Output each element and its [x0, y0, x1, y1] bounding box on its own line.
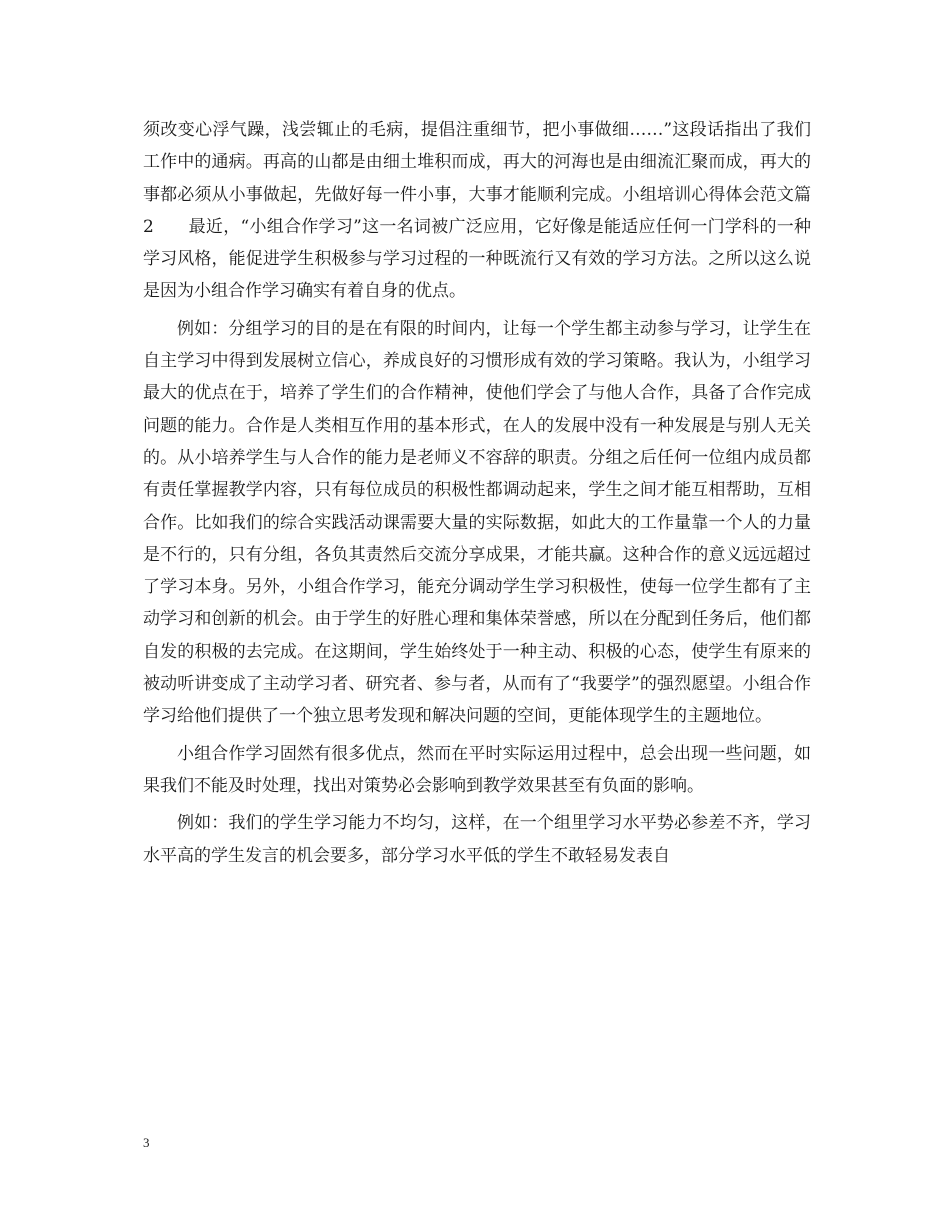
body-text: [143, 114, 811, 872]
page-number: 3: [143, 1135, 150, 1150]
paragraph-example-problems: 例如：我们的学生学习能力不均匀，这样，在一个组里学习水平势必参差不齐，学习水平高的学生发言的机会要多，部分学习水平低的学生不敢轻易发表自: [143, 813, 811, 866]
paragraph-problems: 小组合作学习固然有很多优点，然而在平时实际运用过程中，总会出现一些问题，如果我们不能及时处理，找出对策势必会影响到教学效果甚至有负面的影响。: [143, 743, 811, 796]
paragraph-example-benefits: 例如：分组学习的目的是在有限的时间内，让每一个学生都主动参与学习，让学生在自主学习中得到发展树立信心，养成良好的习惯形成有效的学习策略。我认为，小组学习最大的优点在于，培养了学生们的合作精神，使他们学会了与他人合作，具备了合作完成问题的能力。合作是人类相互作用的基本形式，在人的发展中没有一种发展是与别人无关的。从小培养学生与人合作的能力是老师义不容辞的职责。分组之后任何一位组内成员都有责任掌握教学内容，只有每位成员的积极性都调动起来，学生之间才能互相帮助，互相合作。比如我们的综合实践活动课需要大量的实际数据，如此大的工作量靠一个人的力量是不行的，只有分组，各负其责然后交流分享成果，才能共赢。这种合作的意义远远超过了学习本身。另外，小组合作学习，能充分调动学生学习积极性，使每一位学生都有了主动学习和创新的机会。由于学生的好胜心理和集体荣誉感，所以在分配到任务后，他们都自发的积极的去完成。在这期间，学生始终处于一种主动、积极的心态，使学生有原来的被动听讲变成了主动学习者、研究者、参与者，从而有了“我要学”的强烈愿望。小组合作学习给他们提供了一个独立思考发现和解决问题的空间，更能体现学生的主题地位。: [143, 318, 811, 727]
paragraph-continuation: 须改变心浮气躁，浅尝辄止的毛病，提倡注重细节，把小事做细……”这段话指出了我们工作中的通病。再高的山都是由细土堆积而成，再大的河海也是由细流汇聚而成，再大的事都必须从小事做起，先做好每一件小事，大事才能顺利完成。小组培训心得体会范文篇2 最近，“小组合作学习”这一名词被广泛应用，它好像是能适应任何一门学科的一种学习风格，能促进学生积极参与学习过程的一种既流行又有效的学习方法。之所以这么说是因为小组合作学习确实有着自身的优点。: [143, 120, 811, 302]
